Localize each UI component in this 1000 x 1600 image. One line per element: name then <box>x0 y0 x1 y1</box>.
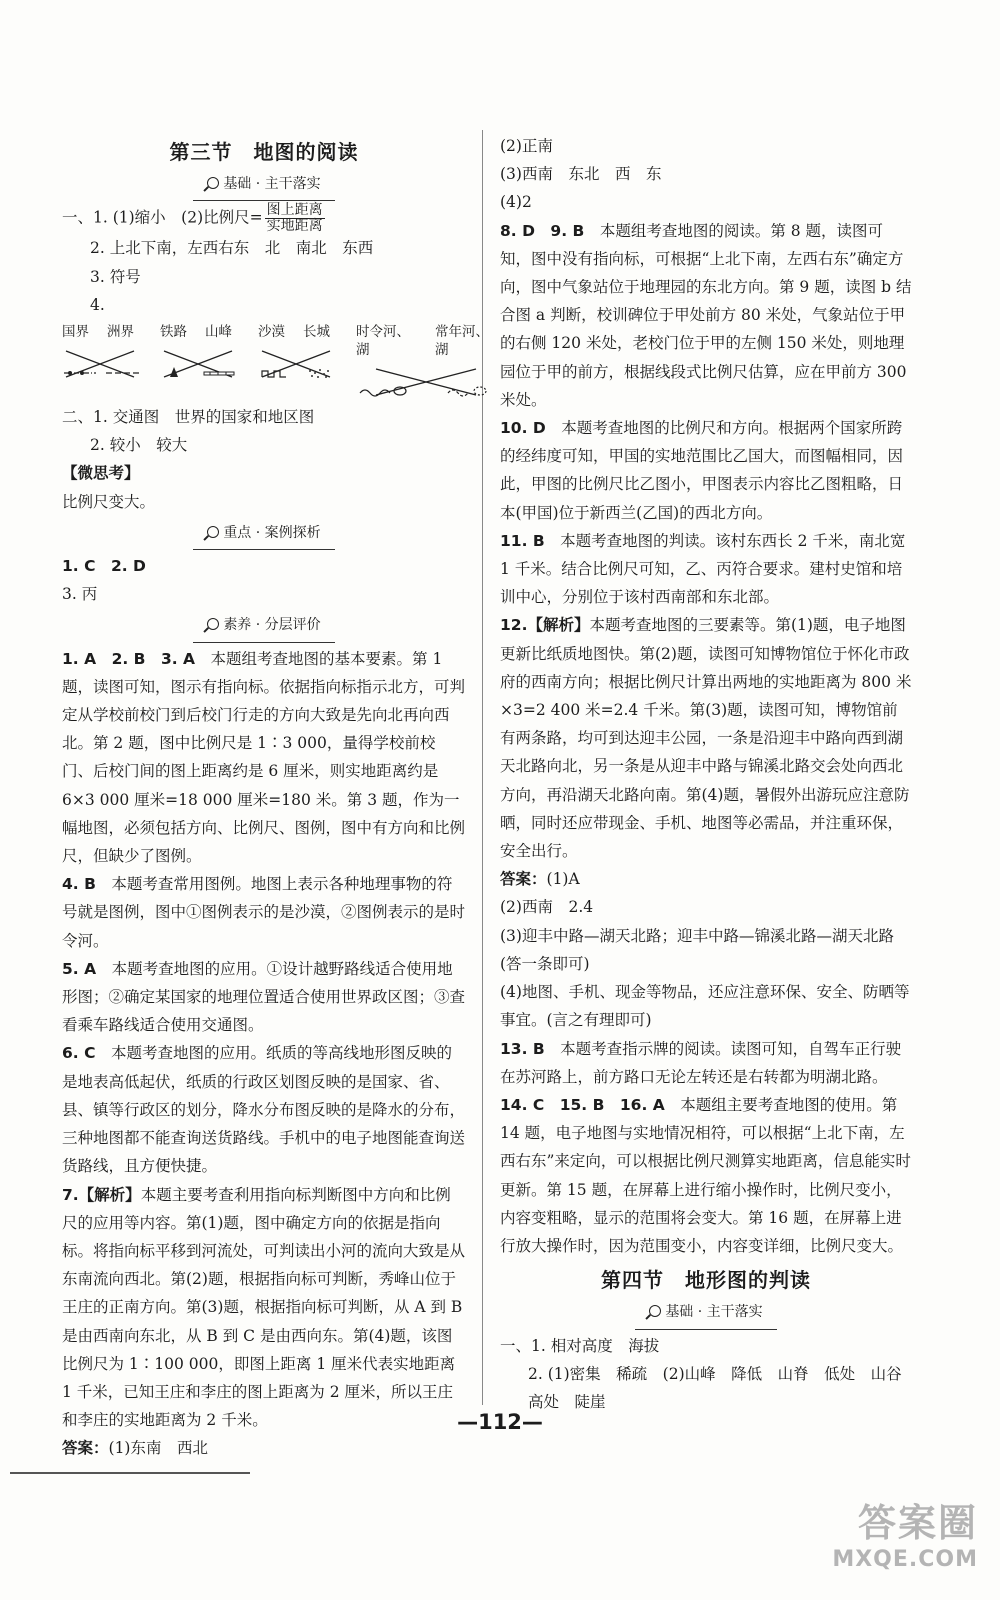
fraction-numerator: 图上距离 <box>266 202 323 219</box>
desert-wall-icon <box>258 343 338 383</box>
question-12-answer <box>500 865 912 893</box>
question-number: 5. A <box>62 959 97 978</box>
banner-label: 素养 · 分层评价 <box>223 617 321 634</box>
question-7-answer <box>62 1434 466 1462</box>
question-explanation: 本题组考查地图的阅读。第 8 题，读图可知，图中没有指向标，可根据“上北下南，左西右东”确定方向，图中气象站位于地理园的东北方向。第 9 题，读图 b 结合图 a 判断，校训碑位于甲处前方 80 米处，气象站位于甲的右侧 120 米处，老校门位于甲的左侧 150 米处，则地理园位于甲的前方，根据线段式比例尺估算，应在甲前方 300 米处。 <box>500 221 912 409</box>
question-4 <box>62 870 466 955</box>
question-explanation: 本题考查地图的判读。该村东西长 2 千米，南北宽 1 千米。结合比例尺可知，乙、丙符合要求。建村史馆和培训中心，分别位于该村西南部和东北部。 <box>500 531 906 607</box>
answer-line: (2)正南 <box>500 137 553 155</box>
think-body: 比例尺变大。 <box>62 492 156 511</box>
question-5 <box>62 955 466 1040</box>
question-explanation: 本题考查地图的比例尺和方向。根据两个国家所跨的经纬度可知，甲国的实地范围比乙国大，而图幅相同，因此，甲图的比例尺比乙图小，甲图表示内容比乙图粗略，日本(甲国)位于新西兰(乙国)的西北方向。 <box>500 419 904 522</box>
legend-label: 国界 <box>62 324 89 341</box>
answer-line: 2. 较小 较大 <box>90 436 188 455</box>
question-1-3 <box>62 645 466 871</box>
question-13 <box>500 1035 912 1091</box>
banner-quality <box>62 611 466 642</box>
answer-line: (4)2 <box>500 193 532 212</box>
question-number: 8. D 9. B <box>500 221 585 240</box>
watermark-url: MXQE.COM <box>832 1547 978 1572</box>
question-7 <box>62 1181 466 1435</box>
question-number: 1. A 2. B 3. A <box>62 649 196 668</box>
section-title-4: 第四节 地形图的判读 <box>601 1268 811 1293</box>
question-number: 11. B <box>500 531 545 550</box>
right-column <box>500 132 918 1416</box>
answer-line: 4. <box>90 295 105 314</box>
question-explanation: 本题组考查地图的基本要素。第 1 题，读图可知，图示有指向标。依据指向标指示北方，可判定从学校前校门到后校门行走的方向大致是先向北再向西北。第 2 题，图中比例尺是 1∶3 000，量得学校前校门、后校门间的图上距离约是 6 厘米，则实地距离约是 6×3 000 厘米=18 000 厘米=180 米。第 3 题，作为一幅地图，必须包括方向、比例尺、图例，图中有方向和比例尺，但缺少了图例。 <box>62 649 466 866</box>
question-12 <box>500 611 912 865</box>
answer-line: 一、1. 相对高度 海拔 <box>500 1336 660 1355</box>
think-heading: 【微思考】 <box>62 464 140 483</box>
question-number: 4. B <box>62 875 96 894</box>
question-8-9 <box>500 217 912 414</box>
question-14-16 <box>500 1091 912 1260</box>
question-explanation: 本题考查地图的应用。①设计越野路线适合使用地形图；②确定某国家的地理位置适合使用世界政区图；③查看乘车路线适合使用交通图。 <box>62 959 466 1035</box>
answer-text: (1)东南 西北 <box>108 1439 208 1458</box>
legend-group-rivers <box>356 323 496 401</box>
banner-label: 基础 · 主干落实 <box>223 176 321 193</box>
legend-group-borders <box>62 323 142 401</box>
legend-group-desert-wall <box>258 323 338 401</box>
legend-label: 时令河、湖 <box>356 324 410 359</box>
page-number: —112— <box>457 1410 543 1434</box>
section-title-3: 第三节 地图的阅读 <box>169 140 359 164</box>
question-number: 10. D <box>500 419 546 438</box>
answer-line <box>62 203 466 234</box>
question-explanation: 本题考查地图的应用。纸质的等高线地形图反映的是地表高低起伏，纸质的行政区划图反映的是国家、省、县、镇等行政区的划分，降水分布图反映的是降水的分布，三种地图都不能查询送货路线。手机中的电子地图能查询送货路线，且方便快捷。 <box>62 1044 466 1176</box>
question-11 <box>500 527 912 612</box>
question-explanation: 本题主要考查利用指向标判断图中方向和比例尺的应用等内容。第(1)题，图中确定方向的依据是指向标。将指向标平移到河流处，可判读出小河的流向大致是从东南流向西北。第(2)题，根据指向标可判断，秀峰山位于王庄的正南方向。第(3)题，根据指向标可判断，从 A 到 B 是由西南向东北，从 B 到 C 是由西向东。第(4)题，该图比例尺为 1∶100 000，即图上距离 1 厘米代表实地距离 1 千米，已知王庄和李庄的图上距离为 2 厘米，所以王庄和李庄的实地距离为 2 千米。 <box>62 1185 466 1430</box>
question-10 <box>500 414 912 527</box>
legend-label: 沙漠 <box>258 324 285 341</box>
answer-line: 2. 上北下南，左西右东 北 南北 东西 <box>90 239 374 258</box>
magnifier-icon <box>207 177 219 189</box>
footer-rule <box>10 1472 250 1474</box>
answer-line: 二、1. 交通图 世界的国家和地区图 <box>62 408 315 427</box>
answer-line: 3. 丙 <box>62 585 98 604</box>
answer-label: 答案： <box>62 1439 109 1458</box>
legend-label: 常年河、湖 <box>435 324 489 359</box>
banner-label: 基础 · 主干落实 <box>665 1304 763 1321</box>
magnifier-icon <box>649 1305 661 1317</box>
question-number: 13. B <box>500 1039 545 1058</box>
fraction-denominator: 实地距离 <box>266 218 323 235</box>
legend-label: 铁路 <box>160 324 187 341</box>
question-explanation: 本题考查地图的三要素等。第(1)题，电子地图更新比纸质地图快。第(2)题，读图可知博物馆位于怀化市政府的西南方向；根据比例尺计算出两地的实地距离为 800 米×3=2 400 米=2.4 千米。第(3)题，读图可知，博物馆前有两条路，均可到达迎丰公园，一条是沿迎丰中路向西到湖天北路向北，另一条是从迎丰中路与锦溪北路交会处向西北方向，再沿湖天北路向南。第(4)题，暑假外出游玩应注意防晒，同时还应带现金、手机、地图等必需品，并注重环保，安全出行。 <box>500 616 912 861</box>
question-number: 14. C 15. B 16. A <box>500 1095 665 1114</box>
legend-label: 洲界 <box>107 324 134 341</box>
answer-label: 答案： <box>500 870 547 889</box>
banner-basic-2 <box>500 1298 912 1329</box>
fraction <box>265 203 325 234</box>
answer-text: (1)A <box>546 870 580 889</box>
answer-line: (3)迎丰中路—湖天北路；迎丰中路—锦溪北路—湖天北路(答一条即可) <box>500 926 894 973</box>
question-6 <box>62 1039 466 1180</box>
answer-line: 2. (1)密集 稀疏 (2)山峰 降低 山脊 低处 山谷 高处 陡崖 <box>528 1364 918 1411</box>
answer-line: 1. C 2. D <box>62 557 146 576</box>
answer-text: 一、1. (1)缩小 (2)比例尺= <box>62 208 263 227</box>
banner-basic <box>62 170 466 201</box>
border-symbols-icon <box>62 343 142 383</box>
watermark-text: 答案圈 <box>857 1501 978 1545</box>
river-lake-icon <box>356 361 496 401</box>
watermark-logo <box>832 1492 978 1572</box>
answer-line: 3. 符号 <box>90 267 141 286</box>
legend-label: 长城 <box>303 324 330 341</box>
question-explanation: 本题组主要考查地图的使用。第 14 题，电子地图与实地情况相符，可以根据“上北下南，左西右东”来定向，可以根据比例尺测算实地距离，信息能实时更新。第 15 题，在屏幕上进行缩小操作时，比例尺变小，内容变粗略，显示的范围将会变大。第 16 题，在屏幕上进行放大操作时，因为范围变小，内容变详细，比例尺变大。 <box>500 1095 911 1255</box>
answer-line: (3)西南 东北 西 东 <box>500 165 662 184</box>
answer-line: (4)地图、手机、现金等物品，还应注意环保、安全、防晒等事宜。(言之有理即可) <box>500 983 910 1030</box>
question-number: 6. C <box>62 1044 96 1063</box>
column-divider <box>482 130 483 1405</box>
question-number: 12.【解析】 <box>500 616 590 635</box>
answer-line: (2)西南 2.4 <box>500 898 594 917</box>
map-legend-figure <box>62 323 489 401</box>
magnifier-icon <box>207 526 219 538</box>
question-explanation: 本题考查指示牌的阅读。读图可知，自驾车正行驶在苏河路上，前方路口无论左转还是右转都为明湖北路。 <box>500 1039 902 1086</box>
legend-group-rail-peak <box>160 323 240 401</box>
legend-label: 山峰 <box>205 324 232 341</box>
railway-peak-icon <box>160 343 240 383</box>
magnifier-icon <box>207 618 219 630</box>
left-column <box>62 130 489 1463</box>
question-number: 7.【解析】 <box>62 1185 141 1204</box>
banner-key <box>62 519 466 550</box>
question-explanation: 本题考查常用图例。地图上表示各种地理事物的符号就是图例，图中①图例表示的是沙漠，②图例表示的是时令河。 <box>62 875 466 950</box>
banner-label: 重点 · 案例探析 <box>223 524 321 541</box>
